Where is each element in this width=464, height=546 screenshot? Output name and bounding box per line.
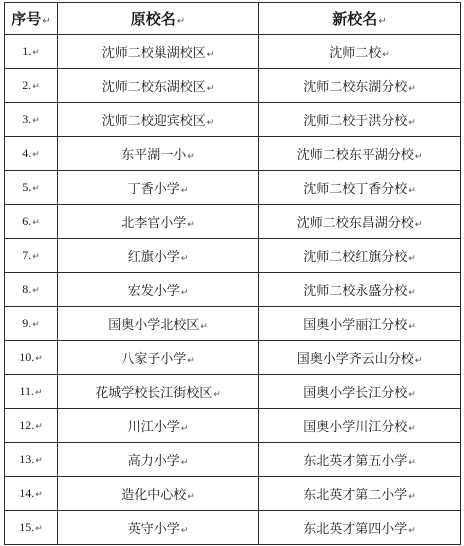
cell-old-name-text: 沈师二校迎宾校区 bbox=[101, 114, 206, 129]
cell-new-name bbox=[259, 477, 461, 511]
table-header bbox=[5, 3, 461, 35]
table-row bbox=[5, 511, 461, 545]
cell-old-name bbox=[58, 443, 259, 477]
paragraph-mark-icon: ↵ bbox=[408, 118, 416, 128]
cell-old-name-text: 川江小学 bbox=[127, 420, 180, 435]
paragraph-mark-icon: ↵ bbox=[200, 322, 208, 332]
cell-old-name-text: 宏发小学 bbox=[127, 284, 180, 299]
paragraph-mark-icon: ↵ bbox=[213, 390, 221, 400]
header-label: 序号 bbox=[11, 10, 42, 28]
cell-number bbox=[5, 477, 58, 511]
cell-old-name bbox=[58, 205, 259, 239]
cell-new-name bbox=[259, 273, 461, 307]
cell-new-name bbox=[259, 443, 461, 477]
paragraph-mark-icon: ↵ bbox=[408, 526, 416, 536]
cell-number-text: 9. bbox=[22, 316, 32, 330]
cell-new-name-text: 东北英才第二小学 bbox=[303, 488, 408, 503]
cell-number-text: 12. bbox=[19, 418, 35, 432]
paragraph-mark-icon: ↵ bbox=[35, 354, 43, 364]
paragraph-mark-icon: ↵ bbox=[32, 82, 40, 92]
paragraph-mark-icon: ↵ bbox=[180, 526, 189, 536]
header-cell-number bbox=[5, 3, 58, 35]
paragraph-mark-icon: ↵ bbox=[35, 422, 43, 432]
paragraph-mark-icon: ↵ bbox=[206, 118, 215, 128]
cell-number-text: 13. bbox=[19, 452, 35, 466]
paragraph-mark-icon: ↵ bbox=[408, 254, 416, 264]
paragraph-mark-icon: ↵ bbox=[180, 458, 189, 468]
paragraph-mark-icon: ↵ bbox=[35, 490, 43, 500]
cell-number bbox=[5, 511, 58, 545]
paragraph-mark-icon: ↵ bbox=[408, 322, 416, 332]
cell-number bbox=[5, 409, 58, 443]
cell-new-name bbox=[259, 69, 461, 103]
paragraph-mark-icon: ↵ bbox=[206, 50, 215, 60]
paragraph-mark-icon: ↵ bbox=[32, 150, 40, 160]
cell-new-name-text: 国奥小学齐云山分校 bbox=[296, 352, 414, 367]
paragraph-mark-icon: ↵ bbox=[180, 424, 189, 434]
cell-number-text: 14. bbox=[19, 486, 35, 500]
cell-number-text: 6. bbox=[22, 214, 32, 228]
header-label: 原校名 bbox=[130, 10, 176, 28]
table-body bbox=[5, 35, 461, 545]
cell-old-name-text: 丁香小学 bbox=[127, 182, 180, 197]
table-row bbox=[5, 239, 461, 273]
cell-number-text: 8. bbox=[22, 282, 32, 296]
cell-old-name-text: 红旗小学 bbox=[127, 250, 180, 265]
cell-number-text: 4. bbox=[22, 146, 32, 160]
cell-old-name bbox=[58, 137, 259, 171]
cell-old-name bbox=[58, 35, 259, 69]
table-row bbox=[5, 443, 461, 477]
cell-new-name-text: 沈师二校东湖分校 bbox=[303, 80, 408, 95]
cell-number-text: 15. bbox=[19, 520, 35, 534]
table-row bbox=[5, 273, 461, 307]
cell-new-name-text: 国奥小学丽江分校 bbox=[303, 318, 408, 333]
header-cell-old-name bbox=[58, 3, 259, 35]
cell-new-name bbox=[259, 137, 461, 171]
cell-old-name bbox=[58, 171, 259, 205]
paragraph-mark-icon: ↵ bbox=[187, 356, 195, 366]
cell-new-name bbox=[259, 103, 461, 137]
cell-number bbox=[5, 239, 58, 273]
cell-number-text: 5. bbox=[22, 180, 32, 194]
table-row bbox=[5, 205, 461, 239]
paragraph-mark-icon: ↵ bbox=[32, 184, 40, 194]
paragraph-mark-icon: ↵ bbox=[32, 320, 40, 330]
paragraph-mark-icon: ↵ bbox=[408, 84, 416, 94]
table-row bbox=[5, 103, 461, 137]
cell-old-name bbox=[58, 307, 259, 341]
cell-number bbox=[5, 205, 58, 239]
table-row bbox=[5, 477, 461, 511]
paragraph-mark-icon: ↵ bbox=[408, 390, 416, 400]
cell-number bbox=[5, 375, 58, 409]
paragraph-mark-icon: ↵ bbox=[32, 116, 40, 126]
table-row bbox=[5, 341, 461, 375]
cell-new-name-text: 沈师二校红旗分校 bbox=[303, 250, 408, 265]
cell-number-text: 10. bbox=[19, 350, 35, 364]
table-row bbox=[5, 307, 461, 341]
cell-old-name-text: 英守小学 bbox=[127, 522, 180, 537]
paragraph-mark-icon: ↵ bbox=[187, 220, 195, 230]
cell-old-name bbox=[58, 341, 259, 375]
cell-new-name-text: 沈师二校东平湖分校 bbox=[296, 148, 414, 163]
cell-number bbox=[5, 137, 58, 171]
cell-old-name-text: 北李官小学 bbox=[121, 216, 187, 231]
cell-old-name bbox=[58, 239, 259, 273]
cell-old-name-text: 东平湖一小 bbox=[121, 148, 187, 163]
cell-new-name-text: 国奥小学川江分校 bbox=[303, 420, 408, 435]
cell-new-name-text: 国奥小学长江分校 bbox=[303, 386, 408, 401]
cell-old-name bbox=[58, 409, 259, 443]
paragraph-mark-icon: ↵ bbox=[176, 16, 186, 27]
header-label: 新校名 bbox=[332, 10, 378, 28]
paragraph-mark-icon: ↵ bbox=[408, 186, 416, 196]
paragraph-mark-icon: ↵ bbox=[42, 16, 51, 27]
header-row bbox=[5, 3, 461, 35]
table-row bbox=[5, 375, 461, 409]
cell-old-name bbox=[58, 511, 259, 545]
cell-new-name bbox=[259, 205, 461, 239]
cell-old-name bbox=[58, 375, 259, 409]
cell-number bbox=[5, 35, 58, 69]
paragraph-mark-icon: ↵ bbox=[408, 492, 416, 502]
cell-new-name-text: 沈师二校 bbox=[329, 46, 382, 61]
cell-old-name-text: 八家子小学 bbox=[121, 352, 187, 367]
cell-old-name bbox=[58, 273, 259, 307]
table-row bbox=[5, 35, 461, 69]
cell-number bbox=[5, 69, 58, 103]
cell-old-name bbox=[58, 477, 259, 511]
cell-old-name-text: 国奥小学北校区 bbox=[108, 318, 200, 333]
paragraph-mark-icon: ↵ bbox=[408, 288, 416, 298]
paragraph-mark-icon: ↵ bbox=[35, 524, 43, 534]
cell-new-name-text: 沈师二校东昌湖分校 bbox=[296, 216, 414, 231]
cell-old-name-text: 造化中心校 bbox=[121, 488, 187, 503]
paragraph-mark-icon: ↵ bbox=[32, 48, 40, 58]
table-row bbox=[5, 137, 461, 171]
cell-number-text: 1. bbox=[22, 44, 32, 58]
cell-number bbox=[5, 307, 58, 341]
paragraph-mark-icon: ↵ bbox=[35, 388, 43, 398]
cell-new-name bbox=[259, 375, 461, 409]
paragraph-mark-icon: ↵ bbox=[382, 50, 390, 60]
cell-new-name-text: 东北英才第五小学 bbox=[303, 454, 408, 469]
cell-old-name bbox=[58, 103, 259, 137]
table-row bbox=[5, 409, 461, 443]
paragraph-mark-icon: ↵ bbox=[408, 458, 416, 468]
paragraph-mark-icon: ↵ bbox=[32, 252, 40, 262]
paragraph-mark-icon: ↵ bbox=[180, 288, 189, 298]
table-row bbox=[5, 171, 461, 205]
cell-old-name-text: 沈师二校巢湖校区 bbox=[101, 46, 206, 61]
cell-number bbox=[5, 273, 58, 307]
cell-new-name bbox=[259, 511, 461, 545]
cell-new-name-text: 东北英才第四小学 bbox=[303, 522, 408, 537]
paragraph-mark-icon: ↵ bbox=[414, 220, 423, 230]
cell-new-name bbox=[259, 35, 461, 69]
paragraph-mark-icon: ↵ bbox=[206, 84, 215, 94]
paragraph-mark-icon: ↵ bbox=[32, 218, 40, 228]
cell-new-name bbox=[259, 171, 461, 205]
school-rename-table bbox=[4, 2, 461, 545]
paragraph-mark-icon: ↵ bbox=[414, 152, 423, 162]
header-cell-new-name bbox=[259, 3, 461, 35]
paragraph-mark-icon: ↵ bbox=[35, 456, 43, 466]
cell-number bbox=[5, 171, 58, 205]
paragraph-mark-icon: ↵ bbox=[32, 286, 40, 296]
paragraph-mark-icon: ↵ bbox=[408, 424, 416, 434]
cell-old-name bbox=[58, 69, 259, 103]
cell-number-text: 7. bbox=[22, 248, 32, 262]
cell-new-name-text: 沈师二校永盛分校 bbox=[303, 284, 408, 299]
cell-new-name bbox=[259, 307, 461, 341]
cell-new-name bbox=[259, 409, 461, 443]
table-row bbox=[5, 69, 461, 103]
cell-old-name-text: 花城学校长江街校区 bbox=[95, 386, 213, 401]
cell-number-text: 2. bbox=[22, 78, 32, 92]
cell-number bbox=[5, 103, 58, 137]
cell-number bbox=[5, 443, 58, 477]
paragraph-mark-icon: ↵ bbox=[187, 492, 195, 502]
paragraph-mark-icon: ↵ bbox=[180, 186, 189, 196]
cell-number-text: 11. bbox=[19, 384, 34, 398]
paragraph-mark-icon: ↵ bbox=[180, 254, 189, 264]
paragraph-mark-icon: ↵ bbox=[378, 16, 387, 27]
cell-number-text: 3. bbox=[22, 112, 32, 126]
cell-old-name-text: 高力小学 bbox=[127, 454, 180, 469]
cell-new-name bbox=[259, 341, 461, 375]
cell-new-name-text: 沈师二校丁香分校 bbox=[303, 182, 408, 197]
paragraph-mark-icon: ↵ bbox=[187, 152, 195, 162]
cell-new-name-text: 沈师二校于洪分校 bbox=[303, 114, 408, 129]
cell-new-name bbox=[259, 239, 461, 273]
cell-number bbox=[5, 341, 58, 375]
cell-old-name-text: 沈师二校东湖校区 bbox=[101, 80, 206, 95]
paragraph-mark-icon: ↵ bbox=[414, 356, 423, 366]
